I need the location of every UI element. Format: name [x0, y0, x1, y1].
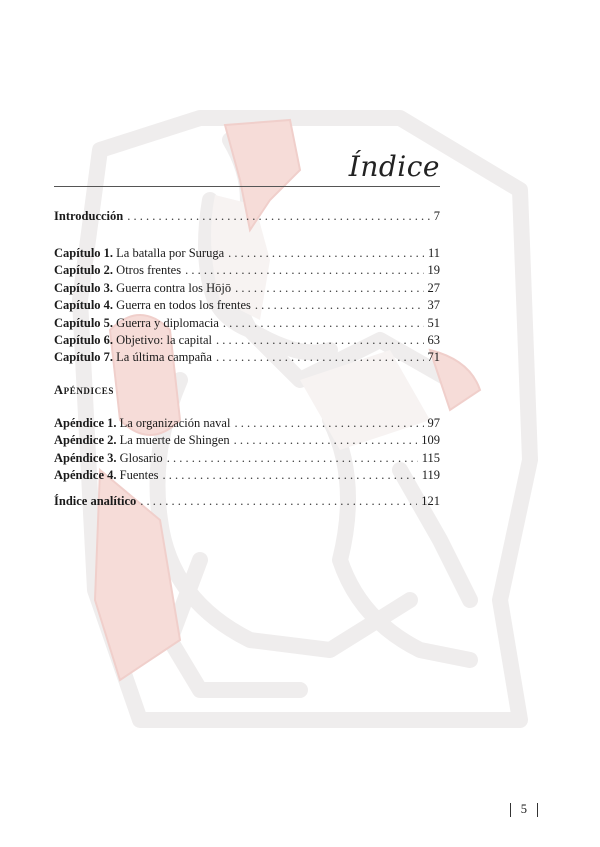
dot-leader — [234, 415, 423, 432]
dot-leader — [127, 208, 430, 225]
chapter-title: Guerra contra los Hōjō — [116, 280, 232, 295]
chapter-title: Objetivo: la capital — [116, 332, 212, 347]
toc-entry-label: Introducción — [54, 209, 124, 223]
toc-page-number: 27 — [427, 280, 440, 295]
appendix-title: La organización naval — [119, 416, 231, 430]
toc-page-number: 121 — [421, 494, 440, 508]
folio-bar-left — [510, 803, 511, 817]
dot-leader — [140, 493, 417, 510]
page-folio — [510, 802, 538, 817]
dot-leader — [216, 349, 424, 366]
toc-page-number: 119 — [421, 468, 440, 483]
toc-entry-chapter-2[interactable] — [54, 262, 440, 279]
dot-leader — [167, 450, 418, 467]
toc-entry-appendix-4[interactable] — [54, 467, 440, 484]
chapter-title: Otros frentes — [116, 263, 182, 278]
chapter-number: Capítulo 5. — [54, 315, 114, 330]
toc-chapters-list — [54, 245, 440, 367]
toc-entry-chapter-6[interactable] — [54, 332, 440, 349]
appendix-number: Apéndice 2. — [54, 433, 117, 448]
toc-page-number: 97 — [427, 416, 440, 430]
toc-entry-chapter-3[interactable] — [54, 280, 440, 297]
toc-entry-chapter-7[interactable] — [54, 349, 440, 366]
chapter-title: La última campaña — [116, 350, 212, 365]
appendix-number: Apéndice 1. — [54, 416, 117, 430]
chapter-title: Guerra y diplomacia — [116, 315, 219, 330]
toc-page-number: 109 — [421, 433, 440, 448]
toc-intro-block — [54, 208, 440, 225]
page-number: 5 — [520, 802, 527, 816]
toc-entry-index[interactable] — [54, 493, 440, 510]
toc-entry-intro[interactable] — [54, 208, 440, 225]
dot-leader — [228, 245, 424, 262]
chapter-number: Capítulo 1. — [54, 246, 114, 260]
toc-entry-chapter-5[interactable] — [54, 315, 440, 332]
dot-leader — [185, 262, 423, 279]
toc-entry-appendix-3[interactable] — [54, 450, 440, 467]
dot-leader — [255, 297, 424, 314]
toc-entry-chapter-4[interactable] — [54, 297, 440, 314]
appendix-title: Glosario — [119, 450, 163, 465]
page-title: Índice — [348, 150, 440, 183]
toc-index-block — [54, 493, 440, 510]
dot-leader — [234, 432, 418, 449]
appendix-title: La muerte de Shingen — [119, 433, 230, 448]
toc-page-number: 7 — [433, 209, 440, 223]
appendix-number: Apéndice 3. — [54, 450, 117, 465]
title-rule — [54, 186, 440, 187]
chapter-title: Guerra en todos los frentes — [116, 298, 251, 313]
dot-leader — [163, 467, 418, 484]
toc-page-number: 19 — [427, 263, 440, 278]
appendices-heading: Apéndices — [54, 383, 114, 397]
toc-page-number: 63 — [427, 332, 440, 347]
toc-page-number: 115 — [421, 450, 440, 465]
chapter-number: Capítulo 6. — [54, 332, 114, 347]
toc-page-number: 71 — [427, 350, 440, 365]
appendix-number: Apéndice 4. — [54, 468, 117, 483]
chapter-number: Capítulo 2. — [54, 263, 114, 278]
toc-page-number: 51 — [427, 315, 440, 330]
appendix-title: Fuentes — [119, 468, 159, 483]
toc-appendices-list — [54, 415, 440, 485]
toc-entry-appendix-1[interactable] — [54, 415, 440, 432]
folio-bar-right — [537, 803, 538, 817]
dot-leader — [235, 280, 423, 297]
chapter-number: Capítulo 3. — [54, 280, 114, 295]
dot-leader — [223, 315, 424, 332]
chapter-number: Capítulo 7. — [54, 350, 114, 365]
chapter-number: Capítulo 4. — [54, 298, 114, 313]
toc-page-number: 37 — [427, 298, 440, 313]
toc-entry-appendix-2[interactable] — [54, 432, 440, 449]
toc-entry-chapter-1[interactable] — [54, 245, 440, 262]
toc-page-number: 11 — [427, 246, 440, 260]
chapter-title: La batalla por Suruga — [116, 246, 225, 260]
toc-entry-label: Índice analítico — [54, 494, 137, 508]
dot-leader — [216, 332, 424, 349]
